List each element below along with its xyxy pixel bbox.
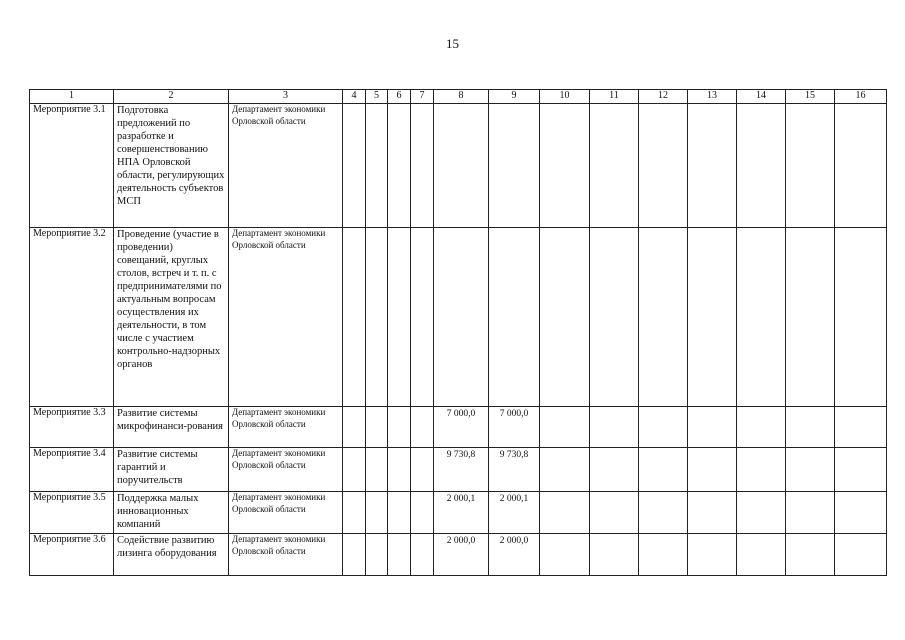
value-cell [688, 228, 737, 407]
event-cell: Мероприятие 3.5 [30, 492, 114, 534]
value-cell [366, 492, 388, 534]
value-cell: 2 000,1 [489, 492, 540, 534]
value-cell [737, 104, 786, 228]
column-header: 15 [786, 90, 835, 104]
table-row [30, 104, 887, 228]
value-cell: 9 730,8 [434, 448, 489, 492]
value-cell [343, 492, 366, 534]
value-cell [786, 407, 835, 448]
value-cell [786, 104, 835, 228]
value-cell [639, 534, 688, 576]
column-header: 8 [434, 90, 489, 104]
value-cell [411, 407, 434, 448]
column-header: 11 [590, 90, 639, 104]
value-cell [366, 534, 388, 576]
value-cell [489, 228, 540, 407]
value-cell [590, 492, 639, 534]
value-cell [737, 534, 786, 576]
value-cell [737, 448, 786, 492]
description-cell: Развитие системы микрофинанси-рования [114, 407, 229, 448]
program-activities-table [29, 89, 887, 576]
value-cell [388, 448, 411, 492]
event-cell: Мероприятие 3.1 [30, 104, 114, 228]
column-header: 3 [229, 90, 343, 104]
value-cell [366, 407, 388, 448]
value-cell [411, 492, 434, 534]
value-cell [411, 448, 434, 492]
value-cell [835, 228, 887, 407]
value-cell [737, 492, 786, 534]
value-cell [540, 228, 590, 407]
column-header: 16 [835, 90, 887, 104]
value-cell: 2 000,1 [434, 492, 489, 534]
value-cell [688, 104, 737, 228]
table-row [30, 534, 887, 576]
value-cell [343, 534, 366, 576]
page-number: 15 [446, 36, 459, 51]
value-cell [590, 104, 639, 228]
value-cell [411, 104, 434, 228]
description-cell: Подготовка предложений по разработке и совершенствованию НПА Орловской области, регулирующих деятельность субъектов МСП [114, 104, 229, 228]
value-cell [786, 534, 835, 576]
column-header: 10 [540, 90, 590, 104]
value-cell [540, 492, 590, 534]
table-row [30, 492, 887, 534]
value-cell [835, 492, 887, 534]
column-header: 13 [688, 90, 737, 104]
table-header-row [30, 90, 887, 104]
column-header: 7 [411, 90, 434, 104]
value-cell [688, 407, 737, 448]
value-cell [343, 407, 366, 448]
event-cell: Мероприятие 3.2 [30, 228, 114, 407]
value-cell [434, 104, 489, 228]
value-cell [786, 228, 835, 407]
value-cell [639, 492, 688, 534]
event-cell: Мероприятие 3.4 [30, 448, 114, 492]
value-cell [366, 104, 388, 228]
column-header: 2 [114, 90, 229, 104]
value-cell [737, 407, 786, 448]
value-cell [540, 534, 590, 576]
department-cell: Департамент экономики Орловской области [229, 448, 343, 492]
value-cell [343, 448, 366, 492]
column-header: 6 [388, 90, 411, 104]
value-cell [835, 104, 887, 228]
value-cell [590, 407, 639, 448]
value-cell [786, 492, 835, 534]
value-cell [835, 448, 887, 492]
value-cell [835, 534, 887, 576]
table-row [30, 228, 887, 407]
department-cell: Департамент экономики Орловской области [229, 228, 343, 407]
description-cell: Поддержка малых инновационных компаний [114, 492, 229, 534]
value-cell [639, 104, 688, 228]
value-cell: 7 000,0 [489, 407, 540, 448]
value-cell [434, 228, 489, 407]
value-cell [388, 228, 411, 407]
value-cell [688, 534, 737, 576]
table-row [30, 448, 887, 492]
value-cell [688, 448, 737, 492]
description-cell: Содействие развитию лизинга оборудования [114, 534, 229, 576]
value-cell [540, 104, 590, 228]
department-cell: Департамент экономики Орловской области [229, 492, 343, 534]
description-cell: Развитие системы гарантий и поручительств [114, 448, 229, 492]
value-cell [489, 104, 540, 228]
value-cell [343, 104, 366, 228]
value-cell [366, 448, 388, 492]
value-cell [590, 228, 639, 407]
value-cell: 9 730,8 [489, 448, 540, 492]
value-cell [590, 534, 639, 576]
value-cell [411, 228, 434, 407]
column-header: 9 [489, 90, 540, 104]
description-cell: Проведение (участие в проведении) совещаний, круглых столов, встреч и т. п. с предпринимателями по актуальным вопросам осуществления их деятельности, в том числе с участием контрольно-надзорных органов [114, 228, 229, 407]
value-cell [540, 407, 590, 448]
value-cell [688, 492, 737, 534]
column-header: 1 [30, 90, 114, 104]
department-cell: Департамент экономики Орловской области [229, 407, 343, 448]
table-row [30, 407, 887, 448]
value-cell [388, 407, 411, 448]
value-cell [388, 104, 411, 228]
column-header: 12 [639, 90, 688, 104]
column-header: 5 [366, 90, 388, 104]
value-cell: 2 000,0 [489, 534, 540, 576]
value-cell [388, 492, 411, 534]
department-cell: Департамент экономики Орловской области [229, 534, 343, 576]
value-cell [411, 534, 434, 576]
value-cell [366, 228, 388, 407]
value-cell [835, 407, 887, 448]
value-cell [639, 448, 688, 492]
value-cell [737, 228, 786, 407]
value-cell [590, 448, 639, 492]
event-cell: Мероприятие 3.3 [30, 407, 114, 448]
column-header: 14 [737, 90, 786, 104]
value-cell [639, 228, 688, 407]
value-cell: 7 000,0 [434, 407, 489, 448]
value-cell: 2 000,0 [434, 534, 489, 576]
value-cell [343, 228, 366, 407]
department-cell: Департамент экономики Орловской области [229, 104, 343, 228]
column-header: 4 [343, 90, 366, 104]
value-cell [388, 534, 411, 576]
value-cell [540, 448, 590, 492]
value-cell [639, 407, 688, 448]
value-cell [786, 448, 835, 492]
event-cell: Мероприятие 3.6 [30, 534, 114, 576]
